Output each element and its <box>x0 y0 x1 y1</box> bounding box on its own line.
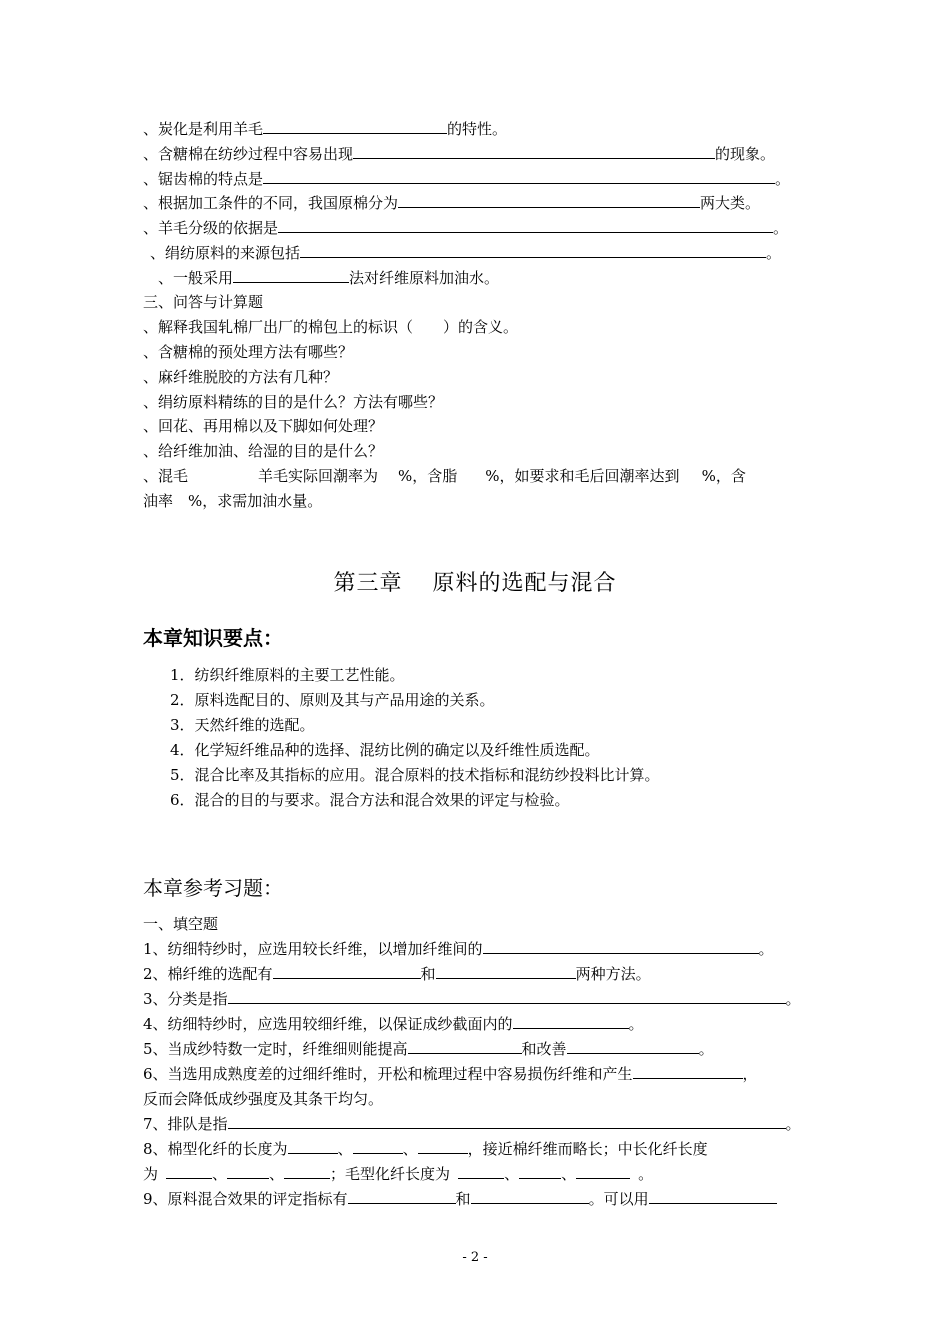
exercise-6-cont: 反而会降低成纱强度及其条干均匀。 <box>143 1090 384 1108</box>
exercise-5: 5、当成纱特数一定时，纤维细则能提高 和改善 。 <box>143 1040 714 1058</box>
question-1: 、解释我国轧棉厂出厂的棉包上的标识（ ）的含义。 <box>143 318 519 336</box>
answer-blank[interactable] <box>228 1113 786 1129</box>
exercise-3: 3、分类是指 。 <box>143 990 801 1008</box>
exercise-1: 1、纺细特纱时，应选用较长纤维，以增加纤维间的 。 <box>143 940 774 958</box>
fill-item-3: 、锯齿棉的特点是 。 <box>143 170 791 188</box>
key-point: 2．原料选配目的、原则及其与产品用途的关系。 <box>170 691 495 709</box>
answer-blank[interactable] <box>278 217 773 233</box>
answer-blank[interactable] <box>418 1138 468 1154</box>
answer-blank[interactable] <box>353 1138 403 1154</box>
answer-blank[interactable] <box>353 143 715 159</box>
exercise-4: 4、纺细特纱时，应选用较细纤维，以保证成纱截面内的 。 <box>143 1015 644 1033</box>
key-point: 1．纺织纤维原料的主要工艺性能。 <box>170 666 405 684</box>
question-4: 、绢纺原料精练的目的是什么？方法有哪些？ <box>143 393 444 411</box>
exercise-7: 7、排队是指 。 <box>143 1115 801 1133</box>
exercise-8-cont: 为 、 、 ；毛型化纤长度为 、 、 。 <box>143 1165 654 1183</box>
answer-blank[interactable] <box>348 1188 456 1204</box>
answer-blank[interactable] <box>633 1063 743 1079</box>
exercises-heading: 本章参考习题： <box>143 876 283 900</box>
fill-item-1: 、炭化是利用羊毛 的特性。 <box>143 120 508 138</box>
answer-blank[interactable] <box>483 938 759 954</box>
exercise-2: 2、棉纤维的选配有 和 两种方法。 <box>143 965 651 983</box>
key-point: 6．混合的目的与要求。混合方法和混合效果的评定与检验。 <box>170 791 570 809</box>
answer-blank[interactable] <box>519 1163 561 1179</box>
answer-blank[interactable] <box>576 1163 630 1179</box>
answer-blank[interactable] <box>273 963 421 979</box>
question-7: 、混毛 羊毛实际回潮率为 %，含脂 %，如要求和毛后回潮率达到 %，含 <box>143 467 746 485</box>
answer-blank[interactable] <box>227 1163 269 1179</box>
answer-blank[interactable] <box>300 242 766 258</box>
answer-blank[interactable] <box>263 168 775 184</box>
question-3: 、麻纤维脱胶的方法有几种？ <box>143 368 339 386</box>
exercise-6: 6、当选用成熟度差的过细纤维时，开松和梳理过程中容易损伤纤维和产生 ， <box>143 1065 758 1083</box>
question-2: 、含糖棉的预处理方法有哪些？ <box>143 343 354 361</box>
answer-blank[interactable] <box>567 1038 699 1054</box>
key-point: 3．天然纤维的选配。 <box>170 716 315 734</box>
answer-blank[interactable] <box>513 1013 629 1029</box>
answer-blank[interactable] <box>408 1038 522 1054</box>
answer-blank[interactable] <box>398 192 700 208</box>
section-heading: 三、问答与计算题 <box>143 293 264 311</box>
question-7-cont: 油率 %，求需加油水量。 <box>143 492 323 510</box>
answer-blank[interactable] <box>284 1163 330 1179</box>
answer-blank[interactable] <box>288 1138 338 1154</box>
fill-item-2: 、含糖棉在纺纱过程中容易出现 的现象。 <box>143 145 776 163</box>
exercise-9: 9、原料混合效果的评定指标有 和 。可以用 <box>143 1188 777 1210</box>
fill-item-6: 、绢纺原料的来源包括 。 <box>150 244 782 262</box>
answer-blank[interactable] <box>436 963 576 979</box>
answer-blank[interactable] <box>263 118 447 134</box>
question-5: 、回花、再用棉以及下脚如何处理？ <box>143 417 384 435</box>
chapter-title: 第三章 原料的选配与混合 <box>333 571 617 596</box>
answer-blank[interactable] <box>233 267 349 283</box>
exercise-8: 8、棉型化纤的长度为 、 、 ，接近棉纤维而略长；中长化纤长度 <box>143 1140 708 1158</box>
answer-blank[interactable] <box>228 988 786 1004</box>
fill-item-4: 、根据加工条件的不同，我国原棉分为 两大类。 <box>143 194 761 212</box>
answer-blank[interactable] <box>458 1163 504 1179</box>
page-number: - 2 - <box>462 1250 488 1265</box>
answer-blank[interactable] <box>166 1163 212 1179</box>
exercises-subheading: 一、填空题 <box>143 915 219 933</box>
key-point: 5．混合比率及其指标的应用。混合原料的技术指标和混纺纱投料比计算。 <box>170 766 660 784</box>
key-points-heading: 本章知识要点： <box>143 626 283 650</box>
answer-blank[interactable] <box>649 1188 777 1204</box>
fill-item-7: 、一般采用 法对纤维原料加油水。 <box>158 269 500 287</box>
answer-blank[interactable] <box>471 1188 589 1204</box>
question-6: 、给纤维加油、给湿的目的是什么？ <box>143 442 384 460</box>
key-point: 4．化学短纤维品种的选择、混纺比例的确定以及纤维性质选配。 <box>170 741 600 759</box>
fill-item-5: 、羊毛分级的依据是 。 <box>143 219 789 237</box>
